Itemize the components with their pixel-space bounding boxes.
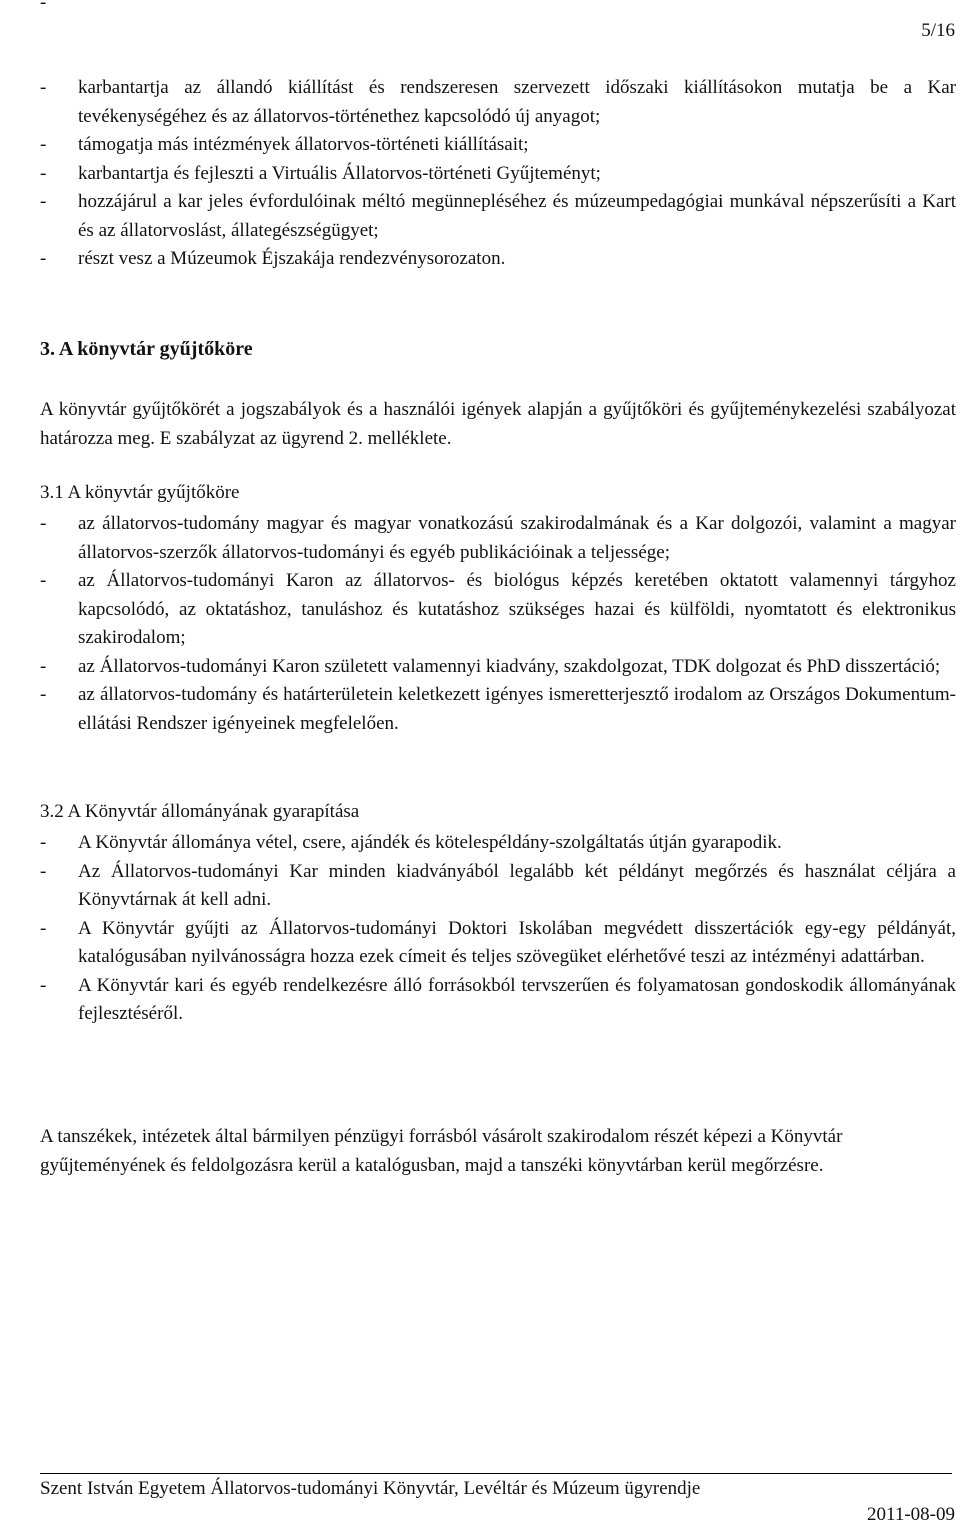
list-dash: - (40, 974, 47, 996)
closing-paragraph: A tanszékek, intézetek által bármilyen pénzügyi forrásból vásárolt szakirodalom részét képezi a Könyvtár gyűjteményének és feldolgozásra kerül a katalógusban, majd a tanszéki könyvtárban kerül megőrzésre. (40, 1126, 843, 1176)
list-item (40, 245, 956, 274)
list-dash: - (40, 570, 47, 591)
list-dash: - (40, 513, 47, 534)
list-item (40, 653, 956, 682)
list-item (40, 972, 956, 1029)
list-item-text: A Könyvtár kari és egyéb rendelkezésre álló forrásokból tervszerűen és folyamatosan gondoskodik állományának fejlesztéséről. (78, 974, 956, 1024)
list-dash: - (40, 917, 47, 939)
list-item (40, 74, 956, 131)
list-item-text: A Könyvtár állománya vétel, csere, ajándék és kötelespéldány-szolgáltatás útján gyarapodik. (78, 832, 782, 853)
list-item-text: Az Állatorvos-tudományi Kar minden kiadványából legalább két példányt megőrzés és használat céljára a Könyvtárnak át kell adni. (78, 860, 956, 910)
list-item-text: részt vesz a Múzeumok Éjszakája rendezvénysorozaton. (78, 248, 506, 269)
list-item (40, 131, 956, 160)
list-item (40, 188, 956, 245)
footer-rule (40, 1473, 952, 1474)
list-item-text: az Állatorvos-tudományi Karon az állatorvos- és biológus képzés keretében oktatott valamennyi tárgyhoz kapcsolódó, az oktatáshoz, tanuláshoz és kutatáshoz szükséges hazai és külföldi, nyomtatott és elektronikus szakirodalom; (78, 570, 956, 648)
list-item-text: karbantartja és fejleszti a Virtuális Állatorvos-történeti Gyűjteményt; (78, 162, 601, 184)
list-item-text: karbantartja az állandó kiállítást és rendszeresen szervezett időszaki kiállításokon mutatja be a Kar tevékenységéhez és az állatorvos-történethez kapcsolódó új anyagot; (78, 77, 956, 127)
list-dash: - (40, 860, 47, 882)
section-3-heading: 3. A könyvtár gyűjtőköre (40, 338, 253, 360)
list-item-text: A Könyvtár gyűjti az Állatorvos-tudományi Doktori Iskolában megvédett disszertációk egy-egy példányát, katalógusában nyilvánosságra hozza ezek címeit és teljes szövegüket elérhetővé teszi az intézményi adattárban. (78, 917, 956, 967)
list-item (40, 829, 956, 858)
list-dash: - (40, 134, 47, 155)
list-item (40, 160, 956, 189)
museum-duties-list (40, 74, 956, 274)
list-item-text: támogatja más intézmények állatorvos-történeti kiállításait; (78, 134, 529, 155)
section-3-1-heading: 3.1 A könyvtár gyűjtőköre (40, 482, 240, 503)
footer-title: Szent István Egyetem Állatorvos-tudományi Könyvtár, Levéltár és Múzeum ügyrendje (40, 1478, 701, 1499)
list-dash: - (40, 77, 47, 98)
list-item-text: az Állatorvos-tudományi Karon született valamennyi kiadvány, szakdolgozat, TDK dolgozat és PhD disszertáció; (78, 655, 941, 677)
list-item (40, 681, 956, 738)
section-3-2-heading: 3.2 A Könyvtár állományának gyarapítása (40, 801, 360, 822)
list-dash: - (40, 655, 47, 677)
list-item (40, 858, 956, 915)
section-3-intro: A könyvtár gyűjtőkörét a jogszabályok és a használói igények alapján a gyűjtőköri és gyűjteménykezelési szabályozat határozza meg. E szabályzat az ügyrend 2. melléklete. (40, 399, 956, 449)
footer-date: 2011-08-09 (867, 1504, 955, 1525)
list-item-text: az állatorvos-tudomány és határterületein keletkezett igényes ismeretterjesztő irodalom az Országos Dokumentum-ellátási Rendszer igényeinek megfelelően. (78, 684, 956, 734)
list-item-text: az állatorvos-tudomány magyar és magyar vonatkozású szakirodalmának és a Kar dolgozói, valamint a magyar állatorvos-szerzők állatorvos-tudományi és egyéb publikációinak a teljessége; (78, 513, 956, 563)
list-item-text: hozzájárul a kar jeles évfordulóinak méltó megünnepléséhez és múzeumpedagógiai munkával népszerűsíti a Kart és az állatorvoslást, állategészségügyet; (78, 191, 956, 241)
collection-scope-list (40, 510, 956, 738)
top-dash: - (40, 0, 47, 13)
list-dash: - (40, 832, 47, 853)
list-item (40, 510, 956, 567)
list-item (40, 567, 956, 653)
list-dash: - (40, 191, 47, 212)
list-item (40, 915, 956, 972)
list-dash: - (40, 162, 47, 184)
page-number: 5/16 (921, 20, 955, 41)
acquisition-list (40, 829, 956, 1029)
list-dash: - (40, 684, 47, 705)
list-dash: - (40, 248, 47, 269)
